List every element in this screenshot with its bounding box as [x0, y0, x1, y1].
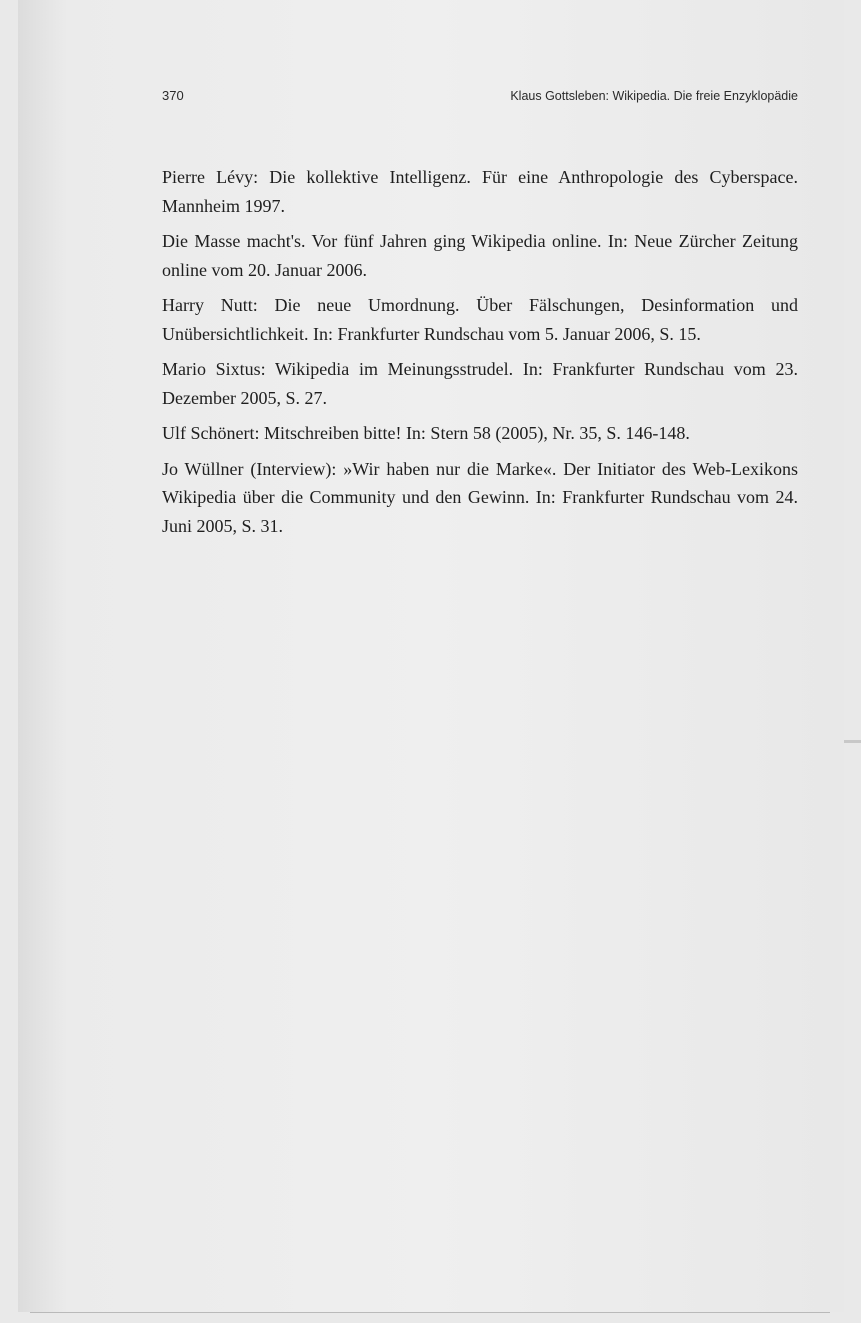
- reference-entry: Pierre Lévy: Die kollektive Intelligenz. Für eine Anthropologie des Cyberspace. Mannheim 1997.: [162, 167, 798, 216]
- running-head: Klaus Gottsleben: Wikipedia. Die freie Enzyklopädie: [510, 89, 798, 103]
- scan-edge-mark: [844, 740, 861, 743]
- page-header: [162, 88, 798, 103]
- reference-entry: Ulf Schönert: Mitschreiben bitte! In: Stern 58 (2005), Nr. 35, S. 146-148.: [162, 423, 690, 443]
- reference-entry: Die Masse macht's. Vor fünf Jahren ging Wikipedia online. In: Neue Zürcher Zeitung online vom 20. Januar 2006.: [162, 231, 798, 280]
- reference-list: [162, 163, 798, 547]
- reference-entry: Mario Sixtus: Wikipedia im Meinungsstrudel. In: Frankfurter Rundschau vom 23. Dezember 2005, S. 27.: [162, 359, 798, 408]
- page-number: 370: [162, 88, 184, 103]
- reference-entry: Harry Nutt: Die neue Umordnung. Über Fälschungen, Desinformation und Unübersichtlichkeit. In: Frankfurter Rundschau vom 5. Januar 2006, S. 15.: [162, 295, 798, 344]
- page-bottom-edge: [30, 1312, 830, 1313]
- reference-entry: Jo Wüllner (Interview): »Wir haben nur die Marke«. Der Initiator des Web-Lexikons Wikipedia über die Community und den Gewinn. In: Frankfurter Rundschau vom 24. Juni 2005, S. 31.: [162, 458, 798, 536]
